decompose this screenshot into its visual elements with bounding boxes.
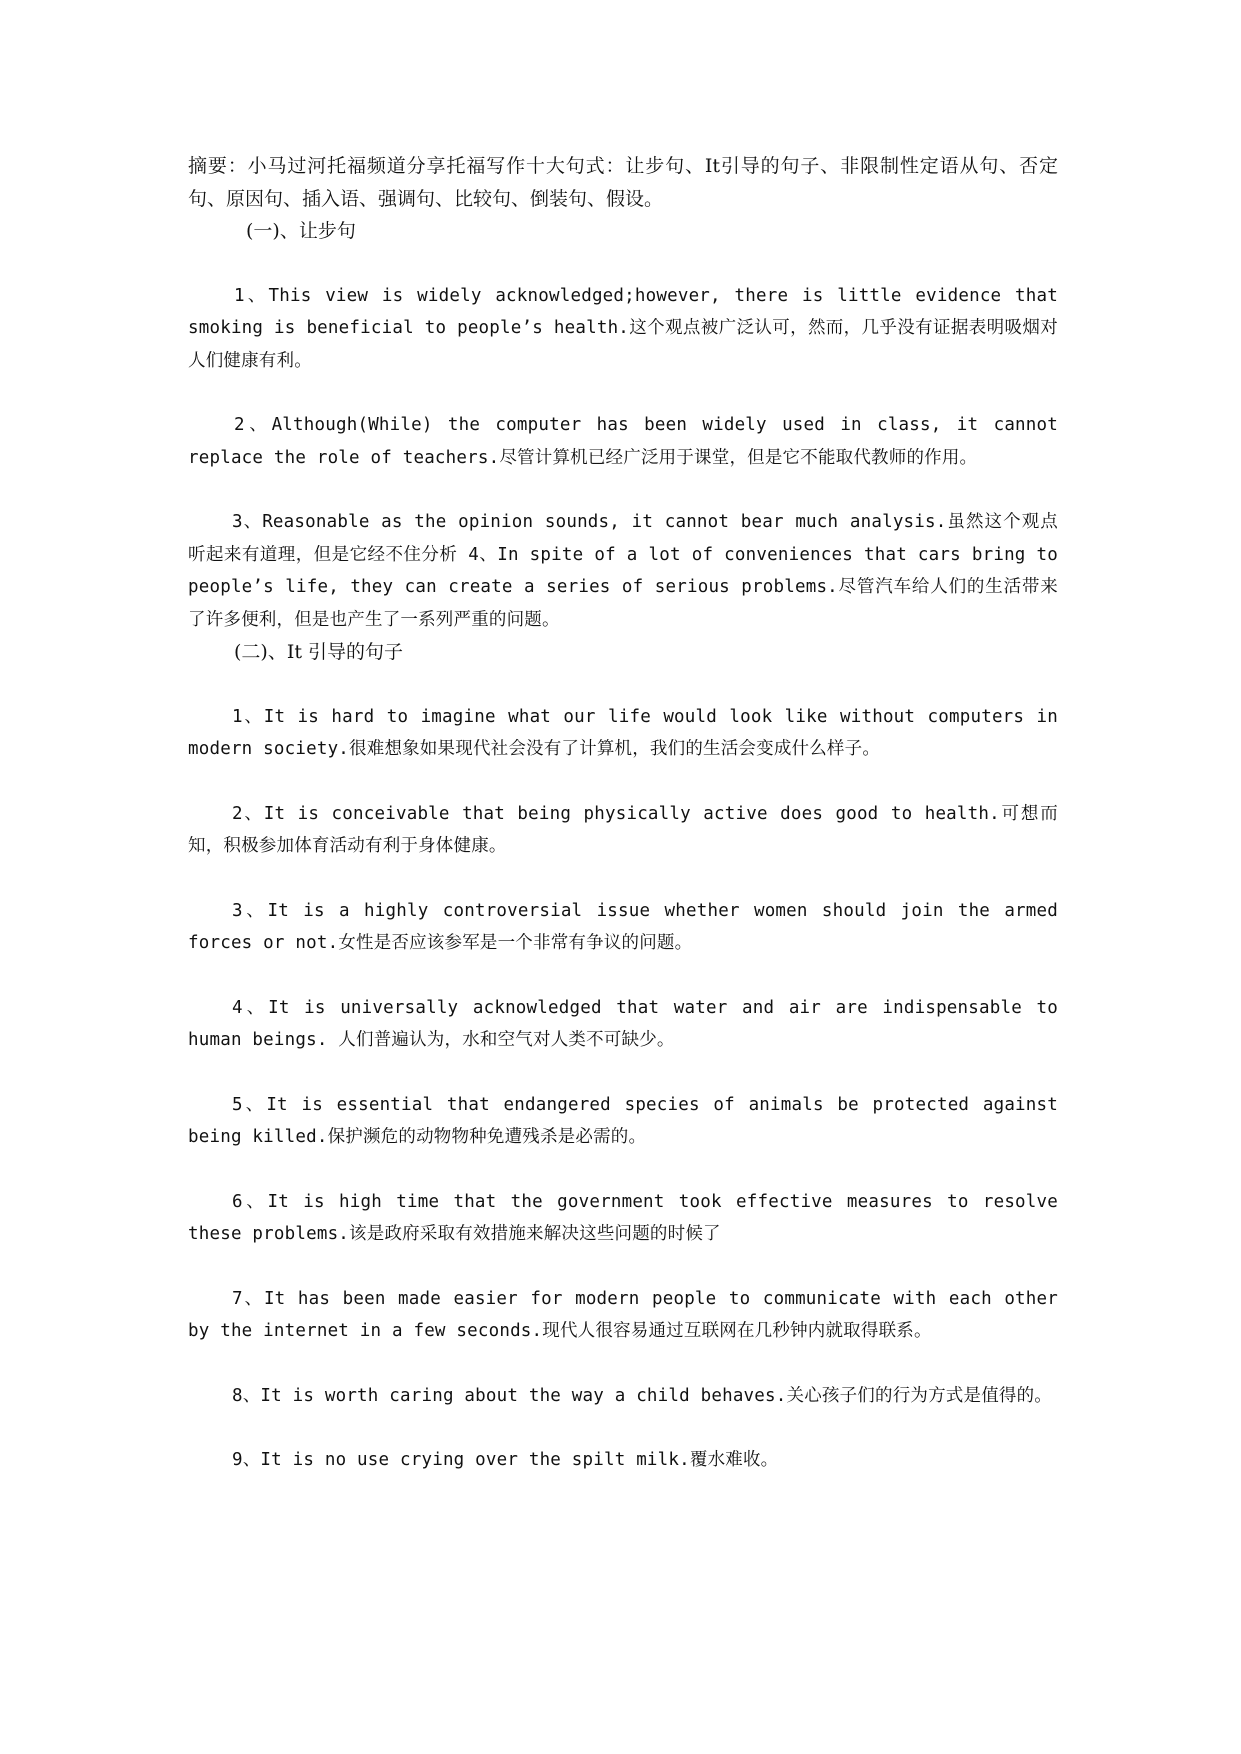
list-item: 5、It is essential that endangered species of animals be protected against being killed.保护濒危的动物物种免遭残杀是必需的。 — [188, 1094, 1058, 1147]
list-item: 2、It is conceivable that being physically active does good to health.可想而知，积极参加体育活动有利于身体健康。 — [188, 803, 1058, 856]
list-item: 2、Although(While) the computer has been widely used in class, it cannot replace the role of teachers.尽管计算机已经广泛用于课堂，但是它不能取代教师的作用。 — [188, 415, 1058, 468]
section-heading-concession: (一)、让步句 — [246, 220, 356, 242]
list-item: 6、It is high time that the government took effective measures to resolve these problems.该是政府采取有效措施来解决这些问题的时候了 — [188, 1191, 1058, 1244]
list-item: 1、This view is widely acknowledged;however, there is little evidence that smoking is beneficial to people’s health.这个观点被广泛认可，然而，几乎没有证据表明吸烟对人们健康有利。 — [188, 285, 1058, 371]
list-item: 3、It is a highly controversial issue whether women should join the armed forces or not.女性是否应该参军是一个非常有争议的问题。 — [188, 900, 1058, 953]
list-item: 8、It is worth caring about the way a child behaves.关心孩子们的行为方式是值得的。 — [232, 1385, 1052, 1406]
document-body — [188, 150, 1058, 1477]
abstract: 摘要：小马过河托福频道分享托福写作十大句式：让步句、It引导的句子、非限制性定语从句、否定句、原因句、插入语、强调句、比较句、倒装句、假设。 — [188, 155, 1058, 210]
list-item: 4、It is universally acknowledged that water and air are indispensable to human beings. 人们普遍认为，水和空气对人类不可缺少。 — [188, 997, 1058, 1050]
list-item: 1、It is hard to imagine what our life would look like without computers in modern society.很难想象如果现代社会没有了计算机，我们的生活会变成什么样子。 — [188, 706, 1058, 759]
section-heading-it-sentences: (二)、It 引导的句子 — [234, 641, 404, 663]
list-item: 9、It is no use crying over the spilt milk.覆水难收。 — [232, 1450, 779, 1470]
list-item: 3、Reasonable as the opinion sounds, it cannot bear much analysis.虽然这个观点听起来有道理，但是它经不住分析 4、In spite of a lot of conveniences that cars bring to people’s life, they can create a series of serious problems.尽管汽车给人们的生活带来了许多便利，但是也产生了一系列严重的问题。 — [188, 512, 1058, 630]
list-item: 7、It has been made easier for modern people to communicate with each other by the internet in a few seconds.现代人很容易通过互联网在几秒钟内就取得联系。 — [188, 1288, 1058, 1341]
